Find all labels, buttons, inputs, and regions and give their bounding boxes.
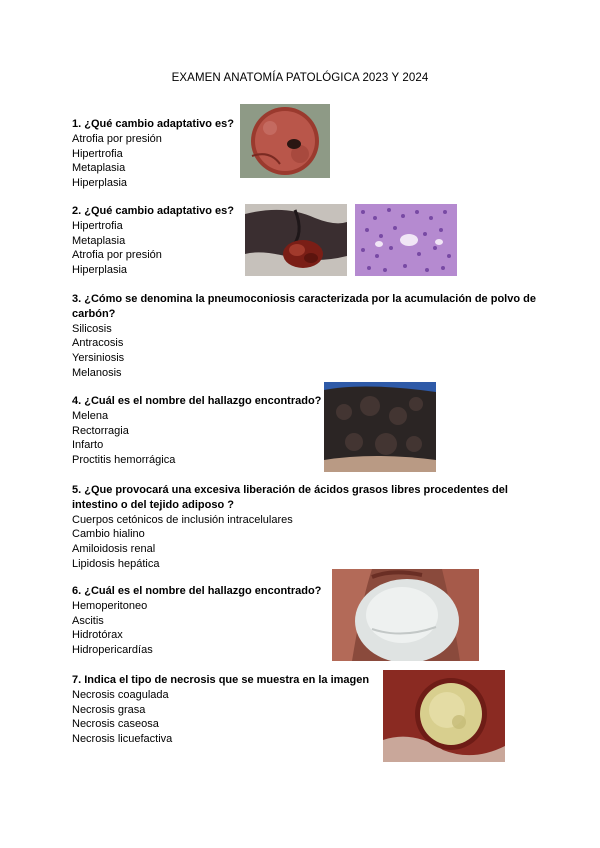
question-text: 7. Indica el tipo de necrosis que se muestra en la imagen xyxy=(72,674,370,686)
question-5 xyxy=(72,483,522,572)
question-4 xyxy=(72,394,327,468)
answer-option: Atrofia por presión xyxy=(72,132,162,145)
answer-option: Infarto xyxy=(72,439,104,452)
answer-option: Cambio hialino xyxy=(72,528,145,541)
question-7-image xyxy=(383,670,505,762)
answer-option: Hipertrofia xyxy=(72,147,123,160)
question-3 xyxy=(72,292,542,381)
answer-option: Metaplasia xyxy=(72,162,126,175)
answer-option: Necrosis coagulada xyxy=(72,688,169,701)
answer-option: Hiperplasia xyxy=(72,177,128,190)
question-text: 3. ¿Cómo se denomina la pneumoconiosis caracterizada por la acumulación de polvo de carbón? xyxy=(72,293,536,320)
answer-option: Rectorragia xyxy=(72,424,129,437)
answer-option: Hidrotórax xyxy=(72,629,123,642)
answer-option: Melanosis xyxy=(72,366,122,379)
question-text: 6. ¿Cuál es el nombre del hallazgo encontrado? xyxy=(72,585,322,597)
question-1 xyxy=(72,117,242,191)
answer-option: Ascitis xyxy=(72,614,104,627)
question-6-image xyxy=(332,569,479,661)
question-text: 5. ¿Que provocará una excesiva liberación de ácidos grasos libres procedentes del intestino o del tejido adiposo ? xyxy=(72,484,508,511)
answer-option: Hemoperitoneo xyxy=(72,599,148,612)
answer-option: Proctitis hemorrágica xyxy=(72,454,176,467)
question-4-image xyxy=(324,382,436,472)
question-7 xyxy=(72,673,377,747)
answer-option: Yersiniosis xyxy=(72,352,125,365)
answer-option: Silicosis xyxy=(72,322,112,335)
answer-option: Antracosis xyxy=(72,337,124,350)
question-1-image xyxy=(240,104,330,178)
answer-option: Melena xyxy=(72,409,109,422)
question-2 xyxy=(72,204,247,278)
question-6 xyxy=(72,584,332,658)
answer-option: Necrosis grasa xyxy=(72,703,146,716)
answer-option: Necrosis licuefactiva xyxy=(72,733,173,746)
answer-option: Hipertrofia xyxy=(72,219,123,232)
question-2-image-gross xyxy=(245,204,347,276)
answer-option: Amiloidosis renal xyxy=(72,543,156,556)
answer-option: Necrosis caseosa xyxy=(72,718,159,731)
question-text: 2. ¿Qué cambio adaptativo es? xyxy=(72,205,234,217)
question-text: 4. ¿Cuál es el nombre del hallazgo encontrado? xyxy=(72,395,322,407)
question-text: 1. ¿Qué cambio adaptativo es? xyxy=(72,118,234,130)
page-title: EXAMEN ANATOMÍA PATOLÓGICA 2023 Y 2024 xyxy=(171,72,429,84)
answer-option: Hiperplasia xyxy=(72,264,128,277)
question-2-image-histology xyxy=(355,204,457,276)
answer-option: Lipidosis hepática xyxy=(72,557,160,570)
answer-option: Hidropericardías xyxy=(72,644,153,657)
answer-option: Atrofia por presión xyxy=(72,249,162,262)
answer-option: Cuerpos cetónicos de inclusión intracelulares xyxy=(72,513,293,526)
answer-option: Metaplasia xyxy=(72,234,126,247)
